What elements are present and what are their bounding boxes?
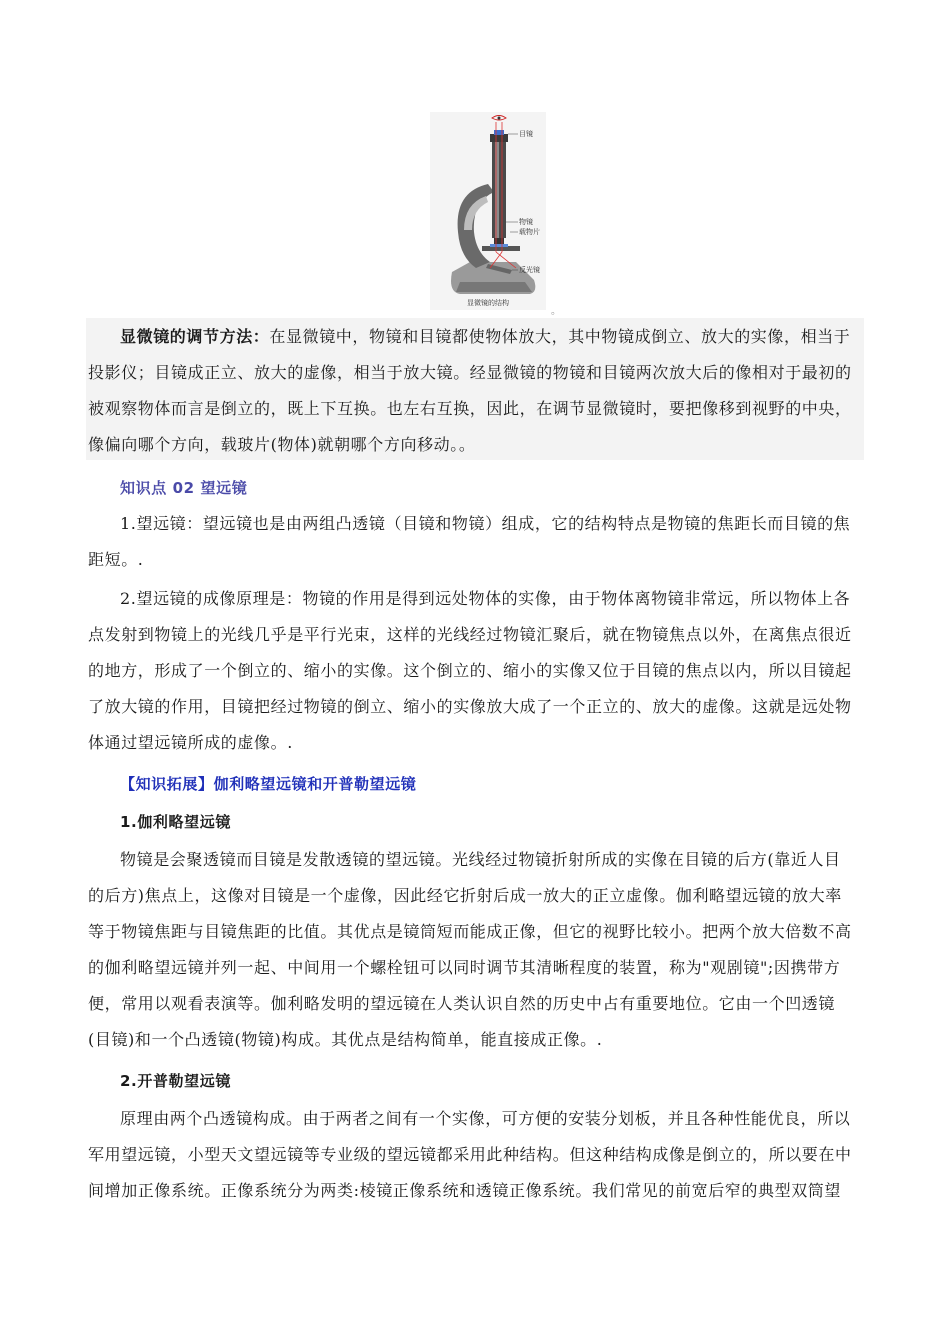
kepler-line-1: 原理由两个凸透镜构成。由于两者之间有一个实像，可方便的安装分划板，并且各种性能优良，所以	[120, 1109, 851, 1128]
adjust-line-3: 被观察物体而言是倒立的，既上下互换。也左右互换，因此，在调节显微镜时，要把像移到视野的中央，	[88, 399, 852, 418]
adjust-line-2: 投影仪；目镜成正立、放大的虚像，相当于放大镜。经显微镜的物镜和目镜两次放大后的像相对于最初的	[88, 363, 852, 382]
label-mirror: 反光镜	[519, 266, 540, 274]
kp02-p2-line-3: 的地方，形成了一个倒立的、缩小的实像。这个倒立的、缩小的实像又位于目镜的焦点以内，所以目镜起	[88, 661, 852, 680]
kp02-p2-line-5: 体通过望远镜所成的虚像。.	[88, 733, 293, 752]
label-eyepiece: 目镜	[519, 130, 533, 138]
galileo-line-4: 的伽利略望远镜并列一起、中间用一个螺栓钮可以同时调节其清晰程度的装置，称为"观剧镜";因携带方	[88, 958, 841, 977]
kp02-p2-line-1: 2.望远镜的成像原理是：物镜的作用是得到远处物体的实像，由于物体离物镜非常远，所以物体上各	[120, 589, 851, 608]
kepler-line-3: 间增加正像系统。正像系统分为两类:棱镜正像系统和透镜正像系统。我们常见的前宽后窄的典型双筒望	[88, 1181, 841, 1200]
galileo-line-6: (目镜)和一个凸透镜(物镜)构成。其优点是结构简单，能直接成正像。.	[88, 1030, 603, 1049]
kp02-p2-line-2: 点发射到物镜上的光线几乎是平行光束，这样的光线经过物镜汇聚后，就在物镜焦点以外，在离焦点很近	[88, 625, 852, 644]
kp02-heading: 知识点 02 望远镜	[120, 479, 248, 497]
label-slide: 载物片	[519, 228, 540, 236]
kp02-p1-line-1: 1.望远镜：望远镜也是由两组凸透镜（目镜和物镜）组成，它的结构特点是物镜的焦距长而目镜的焦	[120, 514, 851, 533]
kp02-p2-line-4: 了放大镜的作用，目镜把经过物镜的倒立、缩小的实像放大成了一个正立的、放大的虚像。这就是远处物	[88, 697, 852, 716]
label-objective: 物镜	[519, 218, 533, 226]
galileo-line-2: 的后方)焦点上，这像对目镜是一个虚像，因此经它折射后成一放大的正立虚像。伽利略望远镜的放大率	[88, 886, 842, 905]
kepler-line-2: 军用望远镜，小型天文望远镜等专业级的望远镜都采用此种结构。但这种结构成像是倒立的，所以要在中	[88, 1145, 852, 1164]
microscope-illustration	[430, 112, 546, 310]
kp02-p1-line-2: 距短。.	[88, 550, 144, 569]
galileo-title: 1.伽利略望远镜	[120, 813, 231, 831]
adjust-lead: 显微镜的调节方法：	[120, 327, 270, 346]
extension-heading: 【知识拓展】伽利略望远镜和开普勒望远镜	[120, 775, 417, 793]
kepler-title: 2.开普勒望远镜	[120, 1072, 231, 1090]
galileo-line-3: 等于物镜焦距与目镜焦距的比值。其优点是镜筒短而能成正像，但它的视野比较小。把两个放大倍数不高	[88, 922, 852, 941]
adjust-line-1	[120, 327, 850, 347]
galileo-line-1: 物镜是会聚透镜而目镜是发散透镜的望远镜。光线经过物镜折射所成的实像在目镜的后方(靠近人目	[120, 850, 841, 869]
adjust-line-4: 像偏向哪个方向，载玻片(物体)就朝哪个方向移动。。	[88, 435, 476, 454]
microscope-figure	[430, 112, 546, 310]
galileo-line-5: 便，常用以观看表演等。伽利略发明的望远镜在人类认识自然的历史中占有重要地位。它由一个凹透镜	[88, 994, 836, 1013]
adjust-text-1: 在显微镜中，物镜和目镜都使物体放大，其中物镜成倒立、放大的实像，相当于	[269, 327, 851, 346]
figure-caption: 显微镜的结构	[467, 299, 509, 307]
figure-mark: 。	[551, 306, 561, 317]
